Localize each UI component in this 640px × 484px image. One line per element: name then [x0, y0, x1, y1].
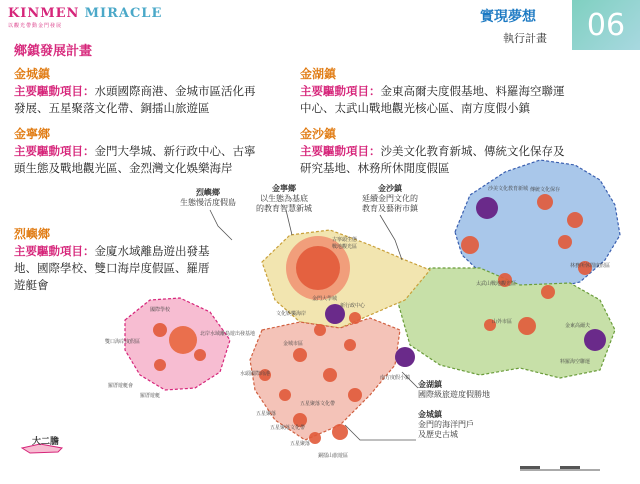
section-title: 鄉鎮發展計畫: [14, 44, 93, 59]
page-subtitle: 執行計畫: [503, 32, 547, 45]
map-label: 雙口海岸度假區: [105, 339, 141, 345]
jinsha-block: 金沙鎮 主要驅動項目：沙美文化教育新城、傳統文化保存及 研究基地、林務所休閒度假區: [300, 127, 565, 175]
jinning-block: 金寧鄉 主要驅動項目：金門大學城、新行政中心、古寧 頭生態及戰地觀光區、金烈灣文化娛樂海岸: [14, 127, 256, 175]
jinhu-callout: 金湖鎮 國際級旅遊度假勝地: [418, 380, 490, 399]
jinsha-callout: 金沙鎮 延續金門文化的 教育及藝術市鎮: [362, 184, 418, 213]
map-label: 五星聚落: [290, 441, 311, 447]
map-label: 羅厝遊艇: [140, 393, 161, 399]
jinning-callout: 金寧鄉 以生態為基底 的教育智慧新城: [256, 184, 312, 213]
jincheng-callout: 金城鎮 金門的海洋門戶 及歷史古城: [418, 410, 474, 439]
map-label: 銅擂山旅遊區: [318, 453, 349, 459]
brand-tagline: 以觀光帶動金門發展: [8, 23, 63, 29]
map-label: 五星聚落: [256, 411, 277, 417]
page-title: 實現夢想: [480, 9, 536, 25]
map-label: 傳統文化保存: [530, 187, 561, 193]
jinhu-block: 金湖鎮 主要驅動項目：金東高爾夫度假基地、料羅海空聯運 中心、太武山戰地觀光核心區、南方度假小鎮: [300, 67, 565, 115]
map-label: 五星聚落文化帶: [300, 401, 336, 407]
chapter-number: 06: [572, 0, 640, 50]
map-label: 新行政中心: [340, 303, 366, 309]
lieyu-callout: 烈嶼鄉 生態慢活度假島: [180, 188, 236, 207]
map-label: 料羅海空聯運: [560, 359, 591, 365]
map-label: 金城市區: [283, 341, 304, 347]
map-label: 南方度假小鎮: [380, 375, 411, 381]
jincheng-block: 金城鎮 主要驅動項目：水頭國際商港、金城市區活化再 發展、五星聚落文化帶、銅擂山旅遊區: [14, 67, 256, 115]
island-label: 大二膽: [32, 437, 60, 447]
map-label: 金門大學城: [312, 296, 338, 302]
map-label: 水頭國際商港: [240, 371, 271, 377]
map-label: 太武山戰地觀光區: [476, 281, 517, 287]
map-label: 金東高爾夫: [565, 323, 591, 329]
map-label: 林務所休閒度假區: [570, 263, 611, 269]
map-label: 戰地觀光區: [332, 244, 358, 250]
map-label: 古寧頭生態: [332, 237, 358, 243]
map-label: 山外市區: [492, 319, 513, 325]
lieyu-block: 烈嶼鄉 主要驅動項目：金廈水域離島遊出發基 地、國際學校、雙口海岸度假區、羅厝 遊艇會: [14, 227, 210, 292]
map-label: 文化娛樂海岸: [276, 311, 307, 317]
map-label: 羅厝遊艇會: [108, 383, 134, 389]
map-label: 五星聚落文化帶: [270, 425, 306, 431]
map-label: 沙美文化教育新城: [488, 186, 529, 192]
map-label: 北岸水域離島遊出發基地: [200, 331, 256, 337]
brand-logo: KINMEN MIRACLE: [8, 6, 163, 21]
map-label: 國際學校: [150, 307, 171, 313]
